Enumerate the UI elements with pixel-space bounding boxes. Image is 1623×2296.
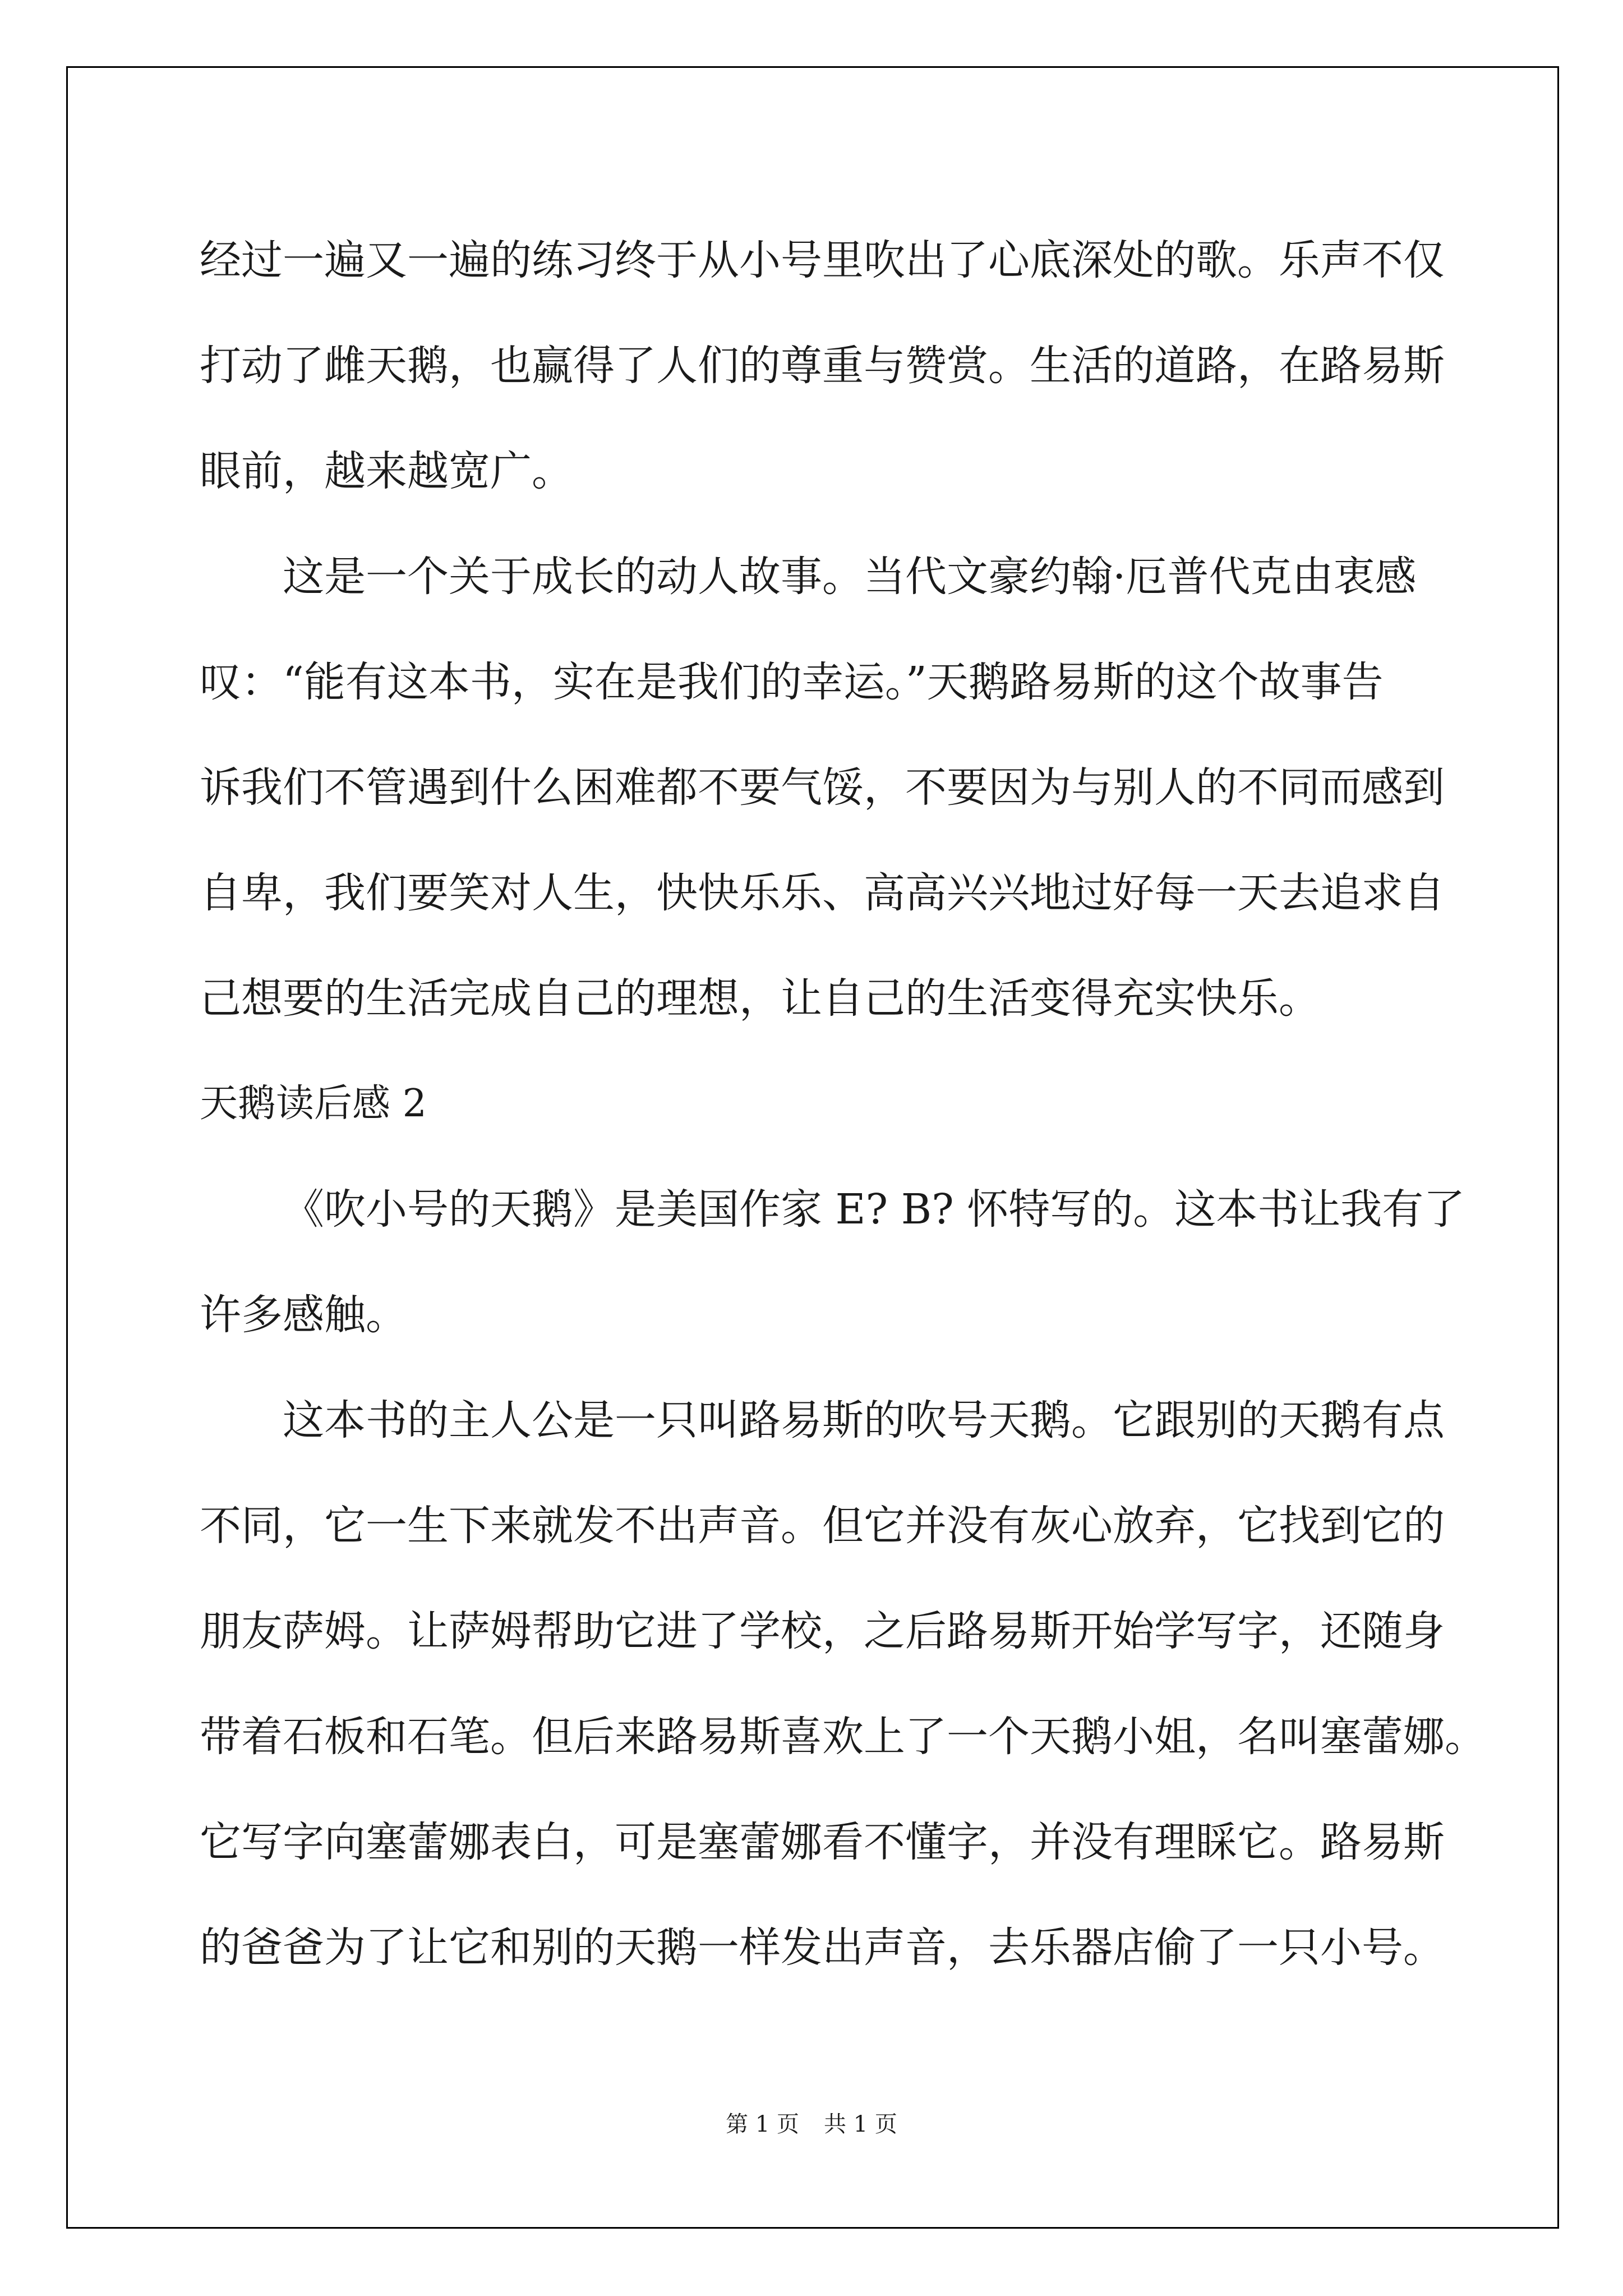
text-line: 叹：“能有这本书，实在是我们的幸运。”天鹅路易斯的这个故事告 (200, 658, 1384, 706)
text-line: 带着石板和石笔。但后来路易斯喜欢上了一个天鹅小姐，名叫塞蕾娜。 (200, 1713, 1486, 1761)
page-footer (0, 2106, 1623, 2138)
page-total: 共 1 页 (824, 2111, 897, 2137)
text-line: 朋友萨姆。让萨姆帮助它进了学校，之后路易斯开始学写字，还随身 (200, 1607, 1445, 1655)
text-line: 这是一个关于成长的动人故事。当代文豪约翰·厄普代克由衷感 (283, 553, 1417, 601)
text-line: 不同，它一生下来就发不出声音。但它并没有灰心放弃，它找到它的 (200, 1502, 1445, 1550)
page-number: 第 1 页 (726, 2111, 799, 2137)
text-line: 打动了雌天鹅，也赢得了人们的尊重与赞赏。生活的道路，在路易斯 (200, 342, 1445, 390)
text-line: 它写字向塞蕾娜表白，可是塞蕾娜看不懂字，并没有理睬它。路易斯 (200, 1818, 1445, 1866)
text-line: 眼前，越来越宽广。 (200, 447, 573, 495)
text-line: 这本书的主人公是一只叫路易斯的吹号天鹅。它跟别的天鹅有点 (283, 1396, 1445, 1444)
text-line: 己想要的生活完成自己的理想，让自己的生活变得充实快乐。 (200, 974, 1320, 1023)
text-line: 的爸爸为了让它和别的天鹅一样发出声音，去乐器店偷了一只小号。 (200, 1924, 1445, 1972)
text-line: 自卑，我们要笑对人生，快快乐乐、高高兴兴地过好每一天去追求自 (200, 869, 1445, 917)
text-line: 诉我们不管遇到什么困难都不要气馁，不要因为与别人的不同而感到 (200, 763, 1445, 812)
document-body (200, 208, 1486, 2000)
text-line: 许多感触。 (200, 1291, 407, 1339)
section-heading: 天鹅读后感 2 (200, 1082, 427, 1126)
text-line: 《吹小号的天鹅》是美国作家 E? B? 怀特写的。这本书让我有了 (283, 1185, 1465, 1234)
text-line: 经过一遍又一遍的练习终于从小号里吹出了心底深处的歌。乐声不仅 (200, 236, 1445, 284)
